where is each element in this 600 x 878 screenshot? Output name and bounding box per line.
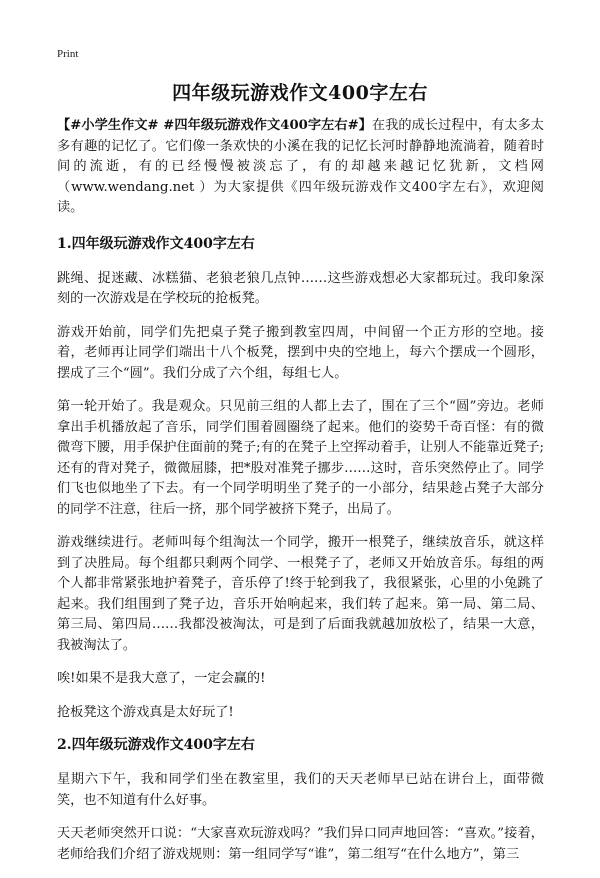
section-1-paragraph: 游戏开始前，同学们先把桌子凳子搬到教室四周，中间留一个正方形的空地。接着，老师再让同学们端出十八个板凳，摆到中央的空地上，每六个摆成一个圆形，摆成了三个“圆”。我们分成了六个组，每组七人。 xyxy=(57,324,544,381)
intro-tag: 【#小学生作文# #四年级玩游戏作文400字左右#】 xyxy=(57,118,372,133)
print-label[interactable]: Print xyxy=(57,48,79,60)
intro-text: 在我的成长过程中，有太多太多有趣的记忆了。它们像一条欢快的小溪在我的记忆长河时静静地流淌着，随着时间的流逝，有的已经慢慢被淡忘了，有的却越来越记忆犹新，文档网（www.wendang.net ）为大家提供《四年级玩游戏作文400字左右》，欢迎阅读。 xyxy=(57,118,544,215)
section-2-paragraph: 星期六下午，我和同学们坐在教室里，我们的天天老师早已站在讲台上，面带微笑，也不知道有什么好事。 xyxy=(57,772,544,808)
section-1-paragraph: 第一轮开始了。我是观众。只见前三组的人都上去了，围在了三个“圆”旁边。老师拿出手机播放起了音乐，同学们围着圆圈绕了起来。他们的姿势千奇百怪：有的微微弯下腰，用手保护住面前的凳子;有的在凳子上空挥动着手，让别人不能靠近凳子;还有的背对凳子，微微屈膝，把*股对准凳子挪步……这时，音乐突然停止了。同学们飞也似地坐了下去。有一个同学明明坐了凳子的一小部分，结果趁占凳子大部分的同学不注意，往后一挤，那个同学被挤下凳子，出局了。 xyxy=(57,399,544,517)
section-1-paragraph: 游戏继续进行。老师叫每个组淘汰一个同学，搬开一根凳子，继续放音乐，就这样到了决胜局。每个组都只剩两个同学、一根凳子了，老师又开始放音乐。每组的两个人都非常紧张地护着凳子，音乐停了!终于轮到我了，我很紧张，心里的小兔跳了起来。我们组围到了凳子边，音乐开始响起来，我们转了起来。第一局、第二局、第三局、第四局……我都没被淘汰，可是到了后面我就越加放松了，结果一大意，我被淘汰了。 xyxy=(57,535,544,653)
section-1-paragraph: 唉!如果不是我大意了，一定会赢的! xyxy=(57,671,266,686)
section-1-paragraph: 抢板凳这个游戏真是太好玩了! xyxy=(57,704,234,720)
article-body xyxy=(57,116,544,878)
intro-paragraph xyxy=(57,116,544,219)
page-title: 四年级玩游戏作文400字左右 xyxy=(172,82,428,104)
section-2-paragraph: 天天老师突然开口说：“大家喜欢玩游戏吗？”我们异口同声地回答：“喜欢。”接着，老师给我们介绍了游戏规则：第一组同学写“谁”，第二组写“在什么地方”，第三 xyxy=(57,826,544,862)
section-1-heading: 1.四年级玩游戏作文400字左右 xyxy=(57,235,255,252)
section-1-paragraph: 跳绳、捉迷藏、冰糕猫、老狼老狼几点钟……这些游戏想必大家都玩过。我印象深刻的一次游戏是在学校玩的抢板凳。 xyxy=(57,270,544,306)
section-2-heading: 2.四年级玩游戏作文400字左右 xyxy=(57,737,255,753)
